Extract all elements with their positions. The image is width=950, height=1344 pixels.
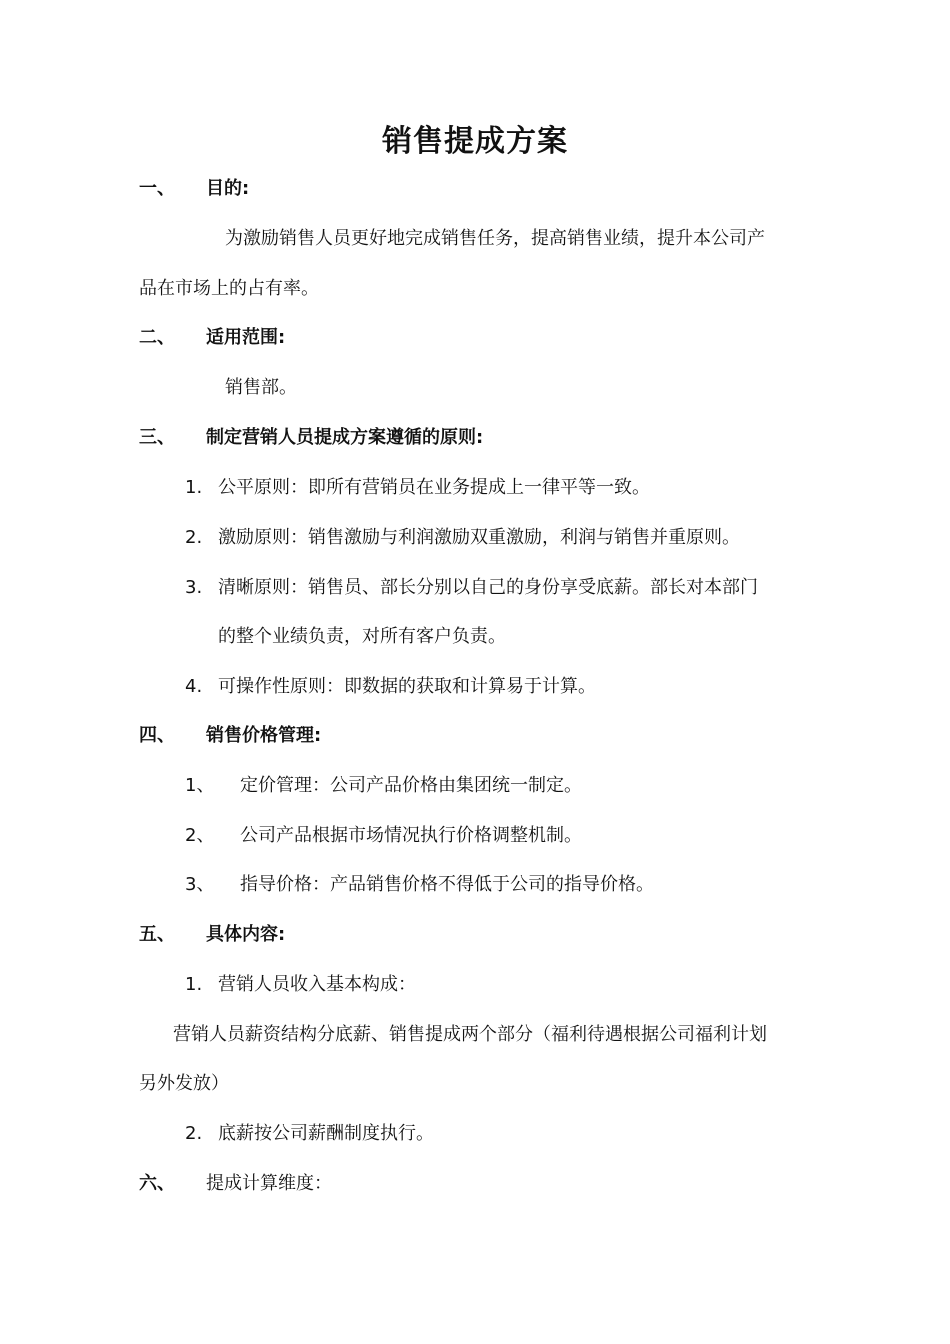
section-4-number: 四、 — [139, 725, 175, 746]
section-5-number: 五、 — [139, 924, 175, 945]
section-5-heading: 具体内容: — [206, 924, 286, 945]
list-item-text: 激励原则：销售激励与利润激励双重激励，利润与销售并重原则。 — [218, 527, 740, 548]
list-item-number: 2. — [185, 1123, 203, 1144]
list-item-number: 1、 — [185, 775, 215, 796]
section-3-heading: 制定营销人员提成方案遵循的原则: — [206, 427, 484, 448]
section-2-heading: 适用范围: — [206, 327, 286, 348]
section-1-paragraph-line-1: 为激励销售人员更好地完成销售任务，提高销售业绩，提升本公司产 — [225, 228, 765, 249]
section-1-number: 一、 — [139, 178, 175, 199]
section-6-number: 六、 — [139, 1173, 175, 1194]
section-2-number: 二、 — [139, 327, 175, 348]
list-item-number: 1. — [185, 974, 203, 995]
section-2-body: 销售部。 — [225, 377, 297, 398]
section-1-heading: 目的: — [206, 178, 250, 199]
list-item-number: 3、 — [185, 874, 215, 895]
list-item-number: 2. — [185, 527, 203, 548]
list-item-number: 2、 — [185, 825, 215, 846]
list-item-number: 1. — [185, 477, 203, 498]
list-item-text: 底薪按公司薪酬制度执行。 — [218, 1123, 434, 1144]
section-3-number: 三、 — [139, 427, 175, 448]
list-item-text: 公平原则：即所有营销员在业务提成上一律平等一致。 — [218, 477, 650, 498]
section-1-paragraph-line-2: 品在市场上的占有率。 — [139, 278, 319, 299]
list-item-number: 4. — [185, 676, 203, 697]
list-item-text: 指导价格：产品销售价格不得低于公司的指导价格。 — [240, 874, 654, 895]
list-item-text: 公司产品根据市场情况执行价格调整机制。 — [240, 825, 582, 846]
list-item-number: 3. — [185, 577, 203, 598]
section-5-paragraph-line-1: 营销人员薪资结构分底薪、销售提成两个部分（福利待遇根据公司福利计划 — [173, 1024, 767, 1045]
section-5-paragraph-line-2: 另外发放） — [139, 1073, 229, 1094]
section-4-heading: 销售价格管理: — [206, 725, 322, 746]
page-title: 销售提成方案 — [382, 124, 568, 159]
list-item-text-continued: 的整个业绩负责，对所有客户负责。 — [218, 626, 506, 647]
list-item-text: 清晰原则：销售员、部长分别以自己的身份享受底薪。部长对本部门 — [218, 577, 758, 598]
list-item-text: 定价管理：公司产品价格由集团统一制定。 — [240, 775, 582, 796]
list-item-text: 营销人员收入基本构成： — [218, 974, 416, 995]
section-6-heading: 提成计算维度： — [206, 1173, 332, 1194]
list-item-text: 可操作性原则：即数据的获取和计算易于计算。 — [218, 676, 596, 697]
